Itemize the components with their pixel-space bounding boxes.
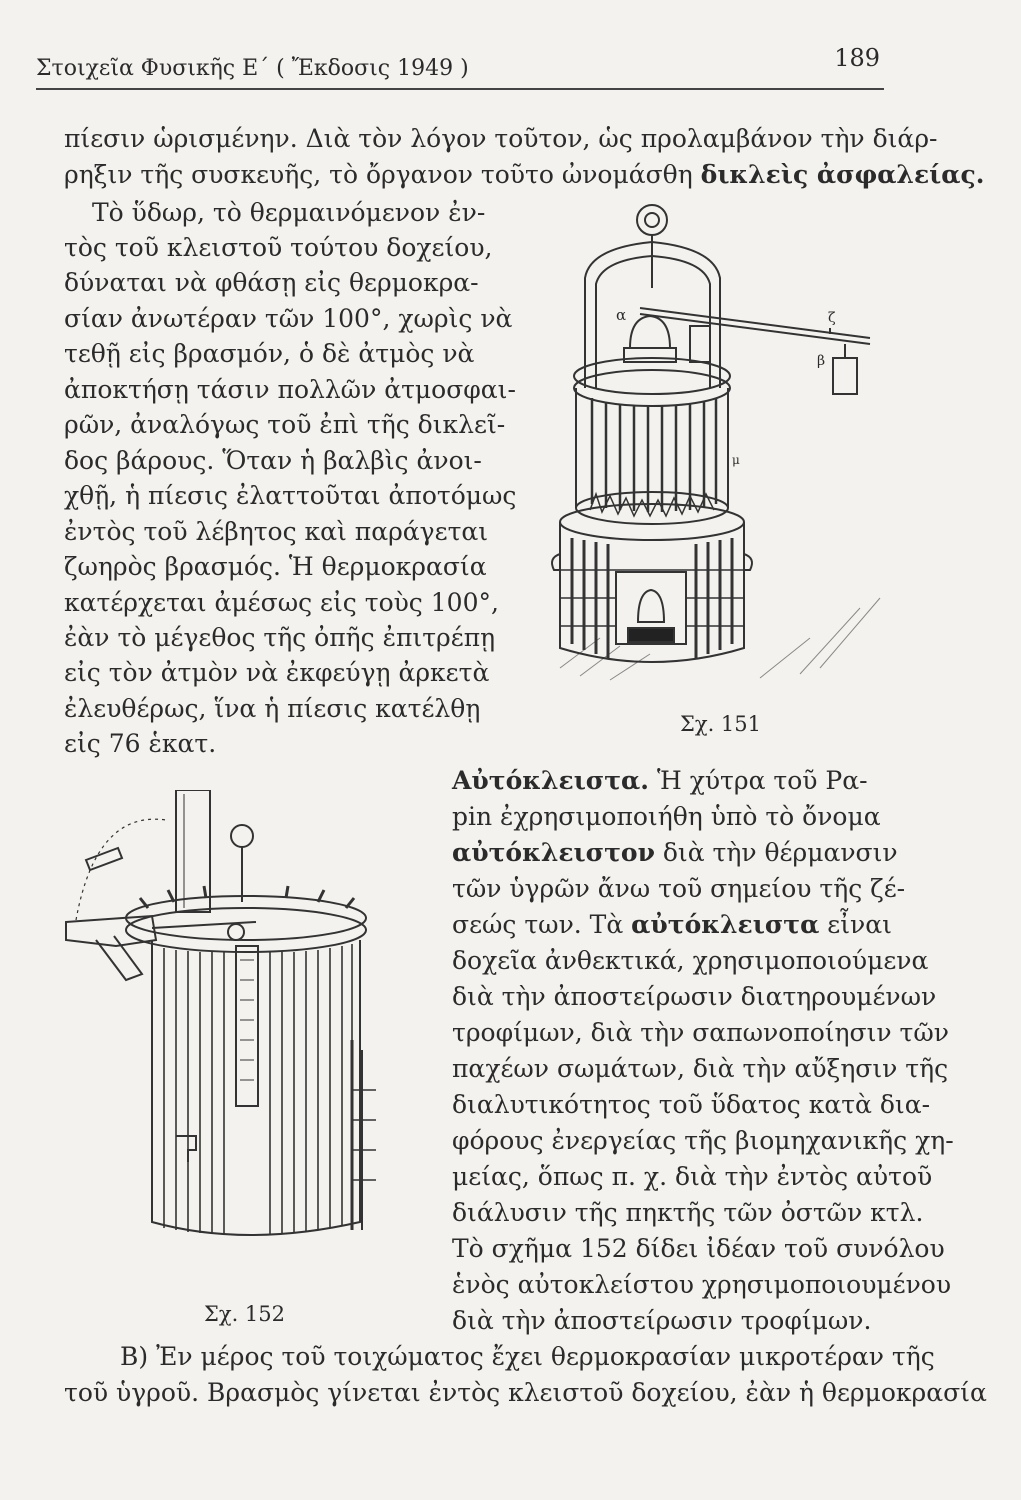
text-line: παχέων σωμάτων, διὰ τὴν αὔξησιν τῆς xyxy=(452,1054,949,1083)
figure-151-safety-valve-boiler xyxy=(520,198,890,698)
text-line: φόρους ἐνεργείας τῆς βιομηχανικῆς χη- xyxy=(452,1126,954,1155)
text-line: τοῦ ὑγροῦ. Βρασμὸς γίνεται ἐντὸς κλειστοῦ δοχείου, ἐὰν ἡ θερμοκρασία xyxy=(64,1378,987,1407)
text-line: ἐὰν τὸ μέγεθος τῆς ὀπῆς ἐπιτρέπῃ xyxy=(64,623,496,652)
term-autoclaves: αὐτόκλειστα xyxy=(631,910,820,939)
text-line: τὸς τοῦ κλειστοῦ τούτου δοχείου, xyxy=(64,233,493,262)
term-autoclave: αὐτόκλειστον xyxy=(452,838,655,867)
text-line: τροφίμων, διὰ τὴν σαπωνοποίησιν τῶν xyxy=(452,1018,949,1047)
term-safety-valve: δικλεὶς ἀσφαλείας. xyxy=(700,160,985,189)
text-line xyxy=(64,158,984,192)
text-line: διὰ τὴν ἀποστείρωσιν διατηρουμένων xyxy=(452,982,937,1011)
text-span: διὰ τὴν θέρμανσιν xyxy=(662,838,898,867)
text-span: ρηξιν τῆς συσκευῆς, τὸ ὄργανον τοῦτο ὠνομάσθη xyxy=(64,160,693,189)
text-line: ἑνὸς αὐτοκλείστου χρησιμοποιουμένου xyxy=(452,1270,952,1299)
page-number: 189 xyxy=(834,44,880,72)
text-line: κατέρχεται ἀμέσως εἰς τοὺς 100°, xyxy=(64,588,499,617)
text-span: Ἡ χύτρα τοῦ Ρα- xyxy=(656,766,868,795)
running-header xyxy=(36,44,884,90)
figure-label-beta: β xyxy=(817,353,826,369)
text-line: ρῶν, ἀναλόγως τοῦ ἐπὶ τῆς δικλεῖ- xyxy=(64,410,506,439)
text-line: Τὸ ὕδωρ, τὸ θερμαινόμενον ἐν- xyxy=(92,198,486,227)
text-line xyxy=(452,836,898,870)
section-heading-autoclaves: Αὐτόκλειστα. xyxy=(452,766,649,795)
figure-label-mu: μ xyxy=(732,453,740,467)
figure-152-caption: Σχ. 152 xyxy=(204,1302,286,1326)
text-span: σεώς των. Τὰ xyxy=(452,910,624,939)
running-title: Στοιχεῖα Φυσικῆς Ε΄ ( Ἔκδοσις 1949 ) xyxy=(36,56,469,81)
text-line: χθῇ, ἡ πίεσις ἐλαττοῦται ἀποτόμως xyxy=(64,481,517,510)
text-line: ἀποκτήσῃ τάσιν πολλῶν ἀτμοσφαι- xyxy=(64,375,516,404)
text-line: εἰς τὸν ἀτμὸν νὰ ἐκφεύγῃ ἀρκετὰ xyxy=(64,658,490,687)
text-line: Β) Ἐν μέρος τοῦ τοιχώματος ἔχει θερμοκρασίαν μικροτέραν τῆς xyxy=(120,1342,935,1371)
text-line: ἐλευθέρως, ἵνα ἡ πίεσις κατέλθῃ xyxy=(64,694,481,723)
text-line xyxy=(452,908,892,942)
text-line: διὰ τὴν ἀποστείρωσιν τροφίμων. xyxy=(452,1306,872,1335)
figure-151-caption: Σχ. 151 xyxy=(680,712,762,736)
text-line: σίαν ἀνωτέραν τῶν 100°, χωρὶς νὰ xyxy=(64,304,513,333)
text-line xyxy=(452,764,868,798)
text-line: δύναται νὰ φθάσῃ εἰς θερμοκρα- xyxy=(64,268,479,297)
text-span: εἶναι xyxy=(827,910,892,939)
text-line: δοχεῖα ἀνθεκτικά, χρησιμοποιούμενα xyxy=(452,946,929,975)
text-line: δος βάρους. Ὅταν ἡ βαλβὶς ἀνοι- xyxy=(64,446,482,475)
text-line: διαλυτικότητος τοῦ ὕδατος κατὰ δια- xyxy=(452,1090,931,1119)
figure-label-zeta: ζ xyxy=(828,310,836,326)
text-line: Τὸ σχῆμα 152 δίδει ἰδέαν τοῦ συνόλου xyxy=(452,1234,945,1263)
text-line: ἐντὸς τοῦ λέβητος καὶ παράγεται xyxy=(64,517,489,546)
text-line: ζωηρὸς βρασμός. Ἡ θερμοκρασία xyxy=(64,552,487,581)
text-line: τῶν ὑγρῶν ἄνω τοῦ σημείου τῆς ζέ- xyxy=(452,874,906,903)
figure-label-alpha: α xyxy=(616,306,627,324)
text-line: εἰς 76 ἑκατ. xyxy=(64,729,217,758)
text-line: διάλυσιν τῆς πηκτῆς τῶν ὀστῶν κτλ. xyxy=(452,1198,924,1227)
text-line: τεθῇ εἰς βρασμόν, ὁ δὲ ἀτμὸς νὰ xyxy=(64,339,475,368)
text-line: πίεσιν ὡρισμένην. Διὰ τὸν λόγον τοῦτον, ὡς προλαμβάνον τὴν διάρ- xyxy=(64,124,938,153)
text-line: μείας, ὅπως π. χ. διὰ τὴν ἐντὸς αὐτοῦ xyxy=(452,1162,933,1191)
figure-152-autoclave xyxy=(56,790,432,1290)
text-line: pin ἐχρησιμοποιήθη ὑπὸ τὸ ὄνομα xyxy=(452,802,881,831)
